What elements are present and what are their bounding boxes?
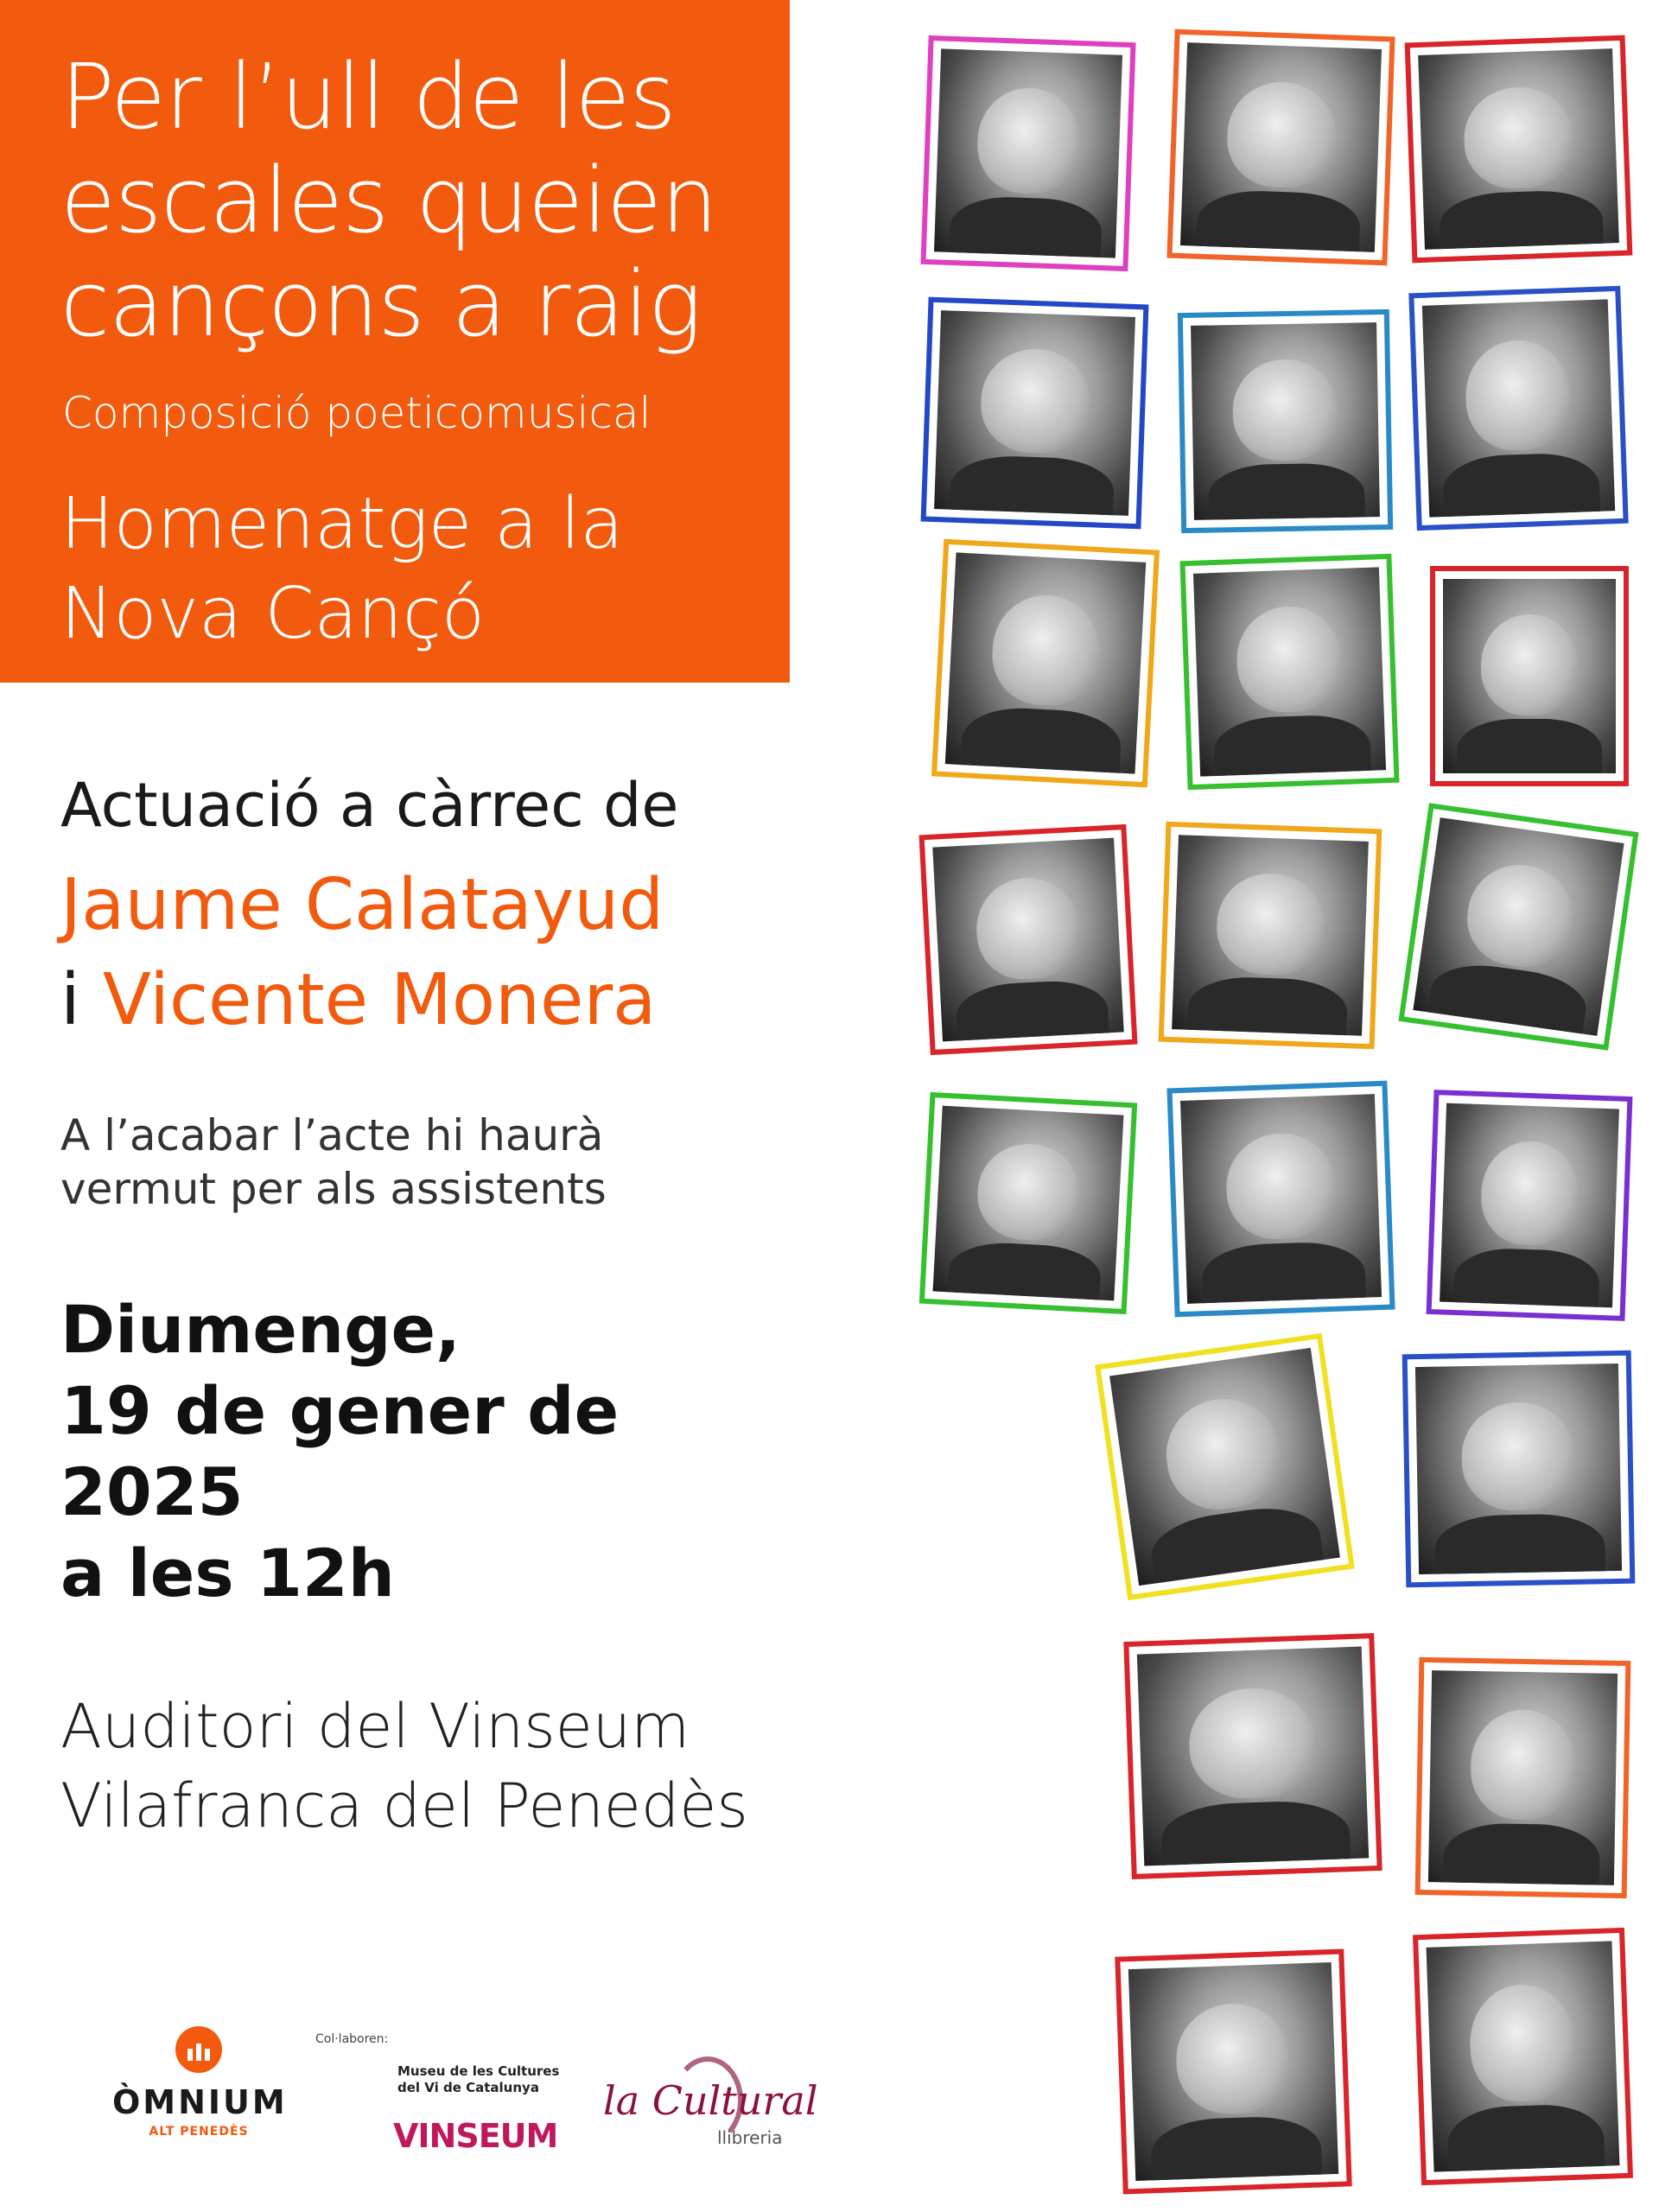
portrait-photo bbox=[1115, 1948, 1351, 2194]
venue-line: Auditori del Vinseum bbox=[60, 1691, 690, 1762]
omnium-icon bbox=[175, 2026, 222, 2073]
omnium-logo bbox=[112, 2026, 288, 2139]
date-line: 2025 bbox=[60, 1453, 244, 1530]
title-line: cançons a raig bbox=[60, 251, 702, 357]
portrait-photo bbox=[1123, 1633, 1382, 1879]
portrait-photo bbox=[1166, 29, 1395, 266]
vermouth-note bbox=[60, 1109, 607, 1216]
portrait-photo bbox=[918, 824, 1137, 1055]
note-line: A l’acabar l’acte hi haurà bbox=[60, 1110, 604, 1160]
portrait-photo bbox=[1413, 1928, 1633, 2185]
event-venue bbox=[60, 1687, 748, 1846]
portrait-photo bbox=[920, 35, 1135, 271]
title-box bbox=[0, 0, 790, 683]
omnium-name: ÒMNIUM bbox=[112, 2083, 288, 2121]
performer-line bbox=[60, 957, 656, 1044]
portrait-photo bbox=[1166, 1081, 1395, 1318]
portrait-photo bbox=[1179, 554, 1399, 790]
title-line: escales queien bbox=[60, 148, 717, 253]
performer-name: Jaume Calatayud bbox=[60, 864, 664, 946]
event-title bbox=[60, 45, 786, 356]
portrait-photo bbox=[1402, 1351, 1636, 1588]
lacultural-logo bbox=[603, 2056, 819, 2152]
vinseum-line: Museu de les Cultures bbox=[397, 2063, 560, 2079]
portrait-photo bbox=[1095, 1333, 1355, 1600]
date-line: Diumenge, bbox=[60, 1291, 461, 1368]
title-line: Per l’ull de les bbox=[60, 44, 676, 149]
venue-line: Vilafranca del Penedès bbox=[60, 1770, 748, 1841]
vinseum-line: del Vi de Catalunya bbox=[397, 2080, 539, 2095]
performer-name: Vicente Monera bbox=[102, 959, 657, 1041]
date-line: a les 12h bbox=[60, 1535, 395, 1611]
event-subtitle: Composició poeticomusical bbox=[62, 388, 652, 438]
portrait-photo bbox=[921, 297, 1149, 530]
date-line: 19 de gener de bbox=[60, 1372, 620, 1449]
homage-title bbox=[60, 480, 624, 659]
collab-label: Col·laboren: bbox=[315, 2032, 389, 2046]
portrait-photo bbox=[1398, 803, 1638, 1051]
omnium-sub: ALT PENEDÈS bbox=[149, 2125, 249, 2139]
homage-line: Nova Cançó bbox=[60, 573, 486, 655]
portrait-photo bbox=[931, 539, 1160, 788]
portrait-photo bbox=[1405, 35, 1633, 264]
portrait-photo bbox=[1430, 566, 1629, 786]
portrait-photo bbox=[1427, 1090, 1633, 1321]
portrait-photo bbox=[1415, 1657, 1631, 1898]
vinseum-description bbox=[397, 2063, 559, 2096]
lacultural-sub: llibreria bbox=[717, 2127, 783, 2148]
conjunction: i bbox=[60, 959, 80, 1041]
lacultural-name: la Cultural bbox=[603, 2077, 818, 2124]
vinseum-logo: VINSEUM bbox=[393, 2117, 558, 2155]
portrait-photo bbox=[1178, 309, 1393, 533]
homage-line: Homenatge a la bbox=[60, 483, 624, 565]
event-date bbox=[60, 1289, 619, 1614]
note-line: vermut per als assistents bbox=[60, 1164, 607, 1214]
portrait-photo bbox=[919, 1092, 1137, 1314]
performance-intro: Actuació a càrrec de bbox=[60, 770, 679, 841]
portrait-photo bbox=[1408, 286, 1628, 531]
portrait-photo bbox=[1159, 822, 1382, 1050]
